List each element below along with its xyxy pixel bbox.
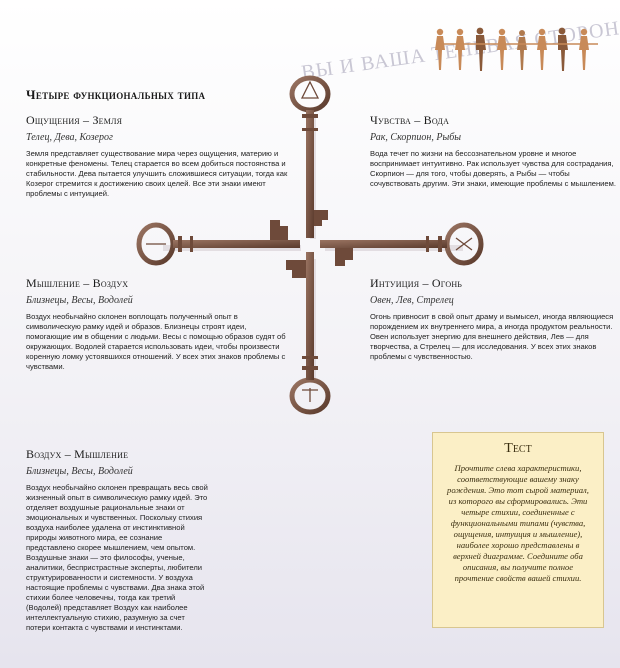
section-sensation-earth bbox=[26, 113, 288, 199]
section-feeling-water bbox=[370, 113, 616, 189]
section-title: Мышление – Воздух bbox=[26, 276, 129, 290]
ghost-chapter-title: ВЫ И ВАША СТОРОНА bbox=[300, 15, 620, 84]
test-sidebar bbox=[432, 432, 604, 628]
section-text: Воздух необычайно склонен превращать весь свой жизненный опыт в символическую рамку идей. Это отделяет воздушные рациональные знаки от эмоциональных и чувственных. Поскольку стихия воздуха наиболее удалена от инстинктивной природы животного мира, ее сознание представлено скорее мышлением, чем опытом. Воздушные знаки — это философы, ученые, аналитики, беспристрастные эксперты, любители структурированности и системности. У воздуха настоящие проблемы с чувствами. Два знака этой стихии более человечны, тогда как третий (Водолей) представляет Воздух как наиболее интеллектуальную стихию, разумную за счет потери контакта с чувствами и инстинктами. bbox=[26, 483, 208, 632]
section-signs: Овен, Лев, Стрелец bbox=[370, 295, 454, 306]
section-signs: Телец, Дева, Козерог bbox=[26, 132, 113, 143]
section-text: Воздух необычайно склонен воплощать полученный опыт в символическую рамку идей и образов. Близнецы строят идеи, помогающие им в общении с людьми. Весы с помощью образов судят об окружающих. Водолей старается использовать идеи, чтобы произвести коренную ломку устоявшихся отношений. У всех этих знаков проблемы с чувствами. bbox=[26, 312, 286, 371]
main-title: Четыре функциональных типа bbox=[26, 87, 206, 102]
section-title: Воздух – Мышление bbox=[26, 447, 129, 461]
section-signs: Близнецы, Весы, Водолей bbox=[26, 466, 133, 477]
key-top bbox=[292, 78, 328, 238]
section-air-thinking bbox=[26, 447, 210, 633]
section-thinking-air bbox=[26, 276, 288, 372]
test-title: Тест bbox=[504, 441, 532, 456]
section-text: Огонь привносит в свой опыт драму и вымысел, иногда являющиеся порождением их внутреннего мира, а иногда продуктом реальности. Овен использует энергию для внешнего действия, Лев — для творчества, а Стрелец — для исследования. У всех этих знаков проблемы с чувственностью. bbox=[370, 312, 614, 361]
test-text: Прочтите слева характеристики, соответствующие вашему знаку рождения. Это тот сырой материал, из которого вы сформировались. Эти четыре стихии, соединенные с функциональными типами (чувства, ощущения, интуиция и мышление), наиболее хорошо представлены в верхней диаграмме. Соедините оба описания, вы получите полное прочтение свойств вашей стихии. bbox=[447, 463, 589, 583]
people-chain-icon bbox=[428, 26, 612, 72]
key-left bbox=[139, 220, 300, 263]
section-title: Чувства – Вода bbox=[370, 113, 450, 127]
section-title: Ощущения – Земля bbox=[26, 113, 123, 127]
section-text: Земля представляет существование мира через ощущения, материю и конкретные феномены. Телец старается во всем добиться постоянства и стабильности. Дева пытается улучшить сложившиеся ситуации, тогда как Козерог стремится к достижению своих целей. Все эти знаки имеют проблемы с интуицией. bbox=[26, 149, 288, 198]
section-title: Интуиция – Огонь bbox=[370, 276, 463, 290]
section-text: Вода течет по жизни на бессознательном уровне и многое воспринимает интуитивно. Рак использует чувства для сострадания, Скорпион — для того, чтобы доверять, а Рыбы — чтобы сочувствовать другим. Эти знаки, имеющие проблемы с мышлением. bbox=[370, 149, 616, 188]
section-signs: Рак, Скорпион, Рыбы bbox=[370, 132, 462, 143]
section-intuition-fire bbox=[370, 276, 616, 362]
key-bottom bbox=[286, 252, 328, 412]
section-signs: Близнецы, Весы, Водолей bbox=[26, 295, 133, 306]
